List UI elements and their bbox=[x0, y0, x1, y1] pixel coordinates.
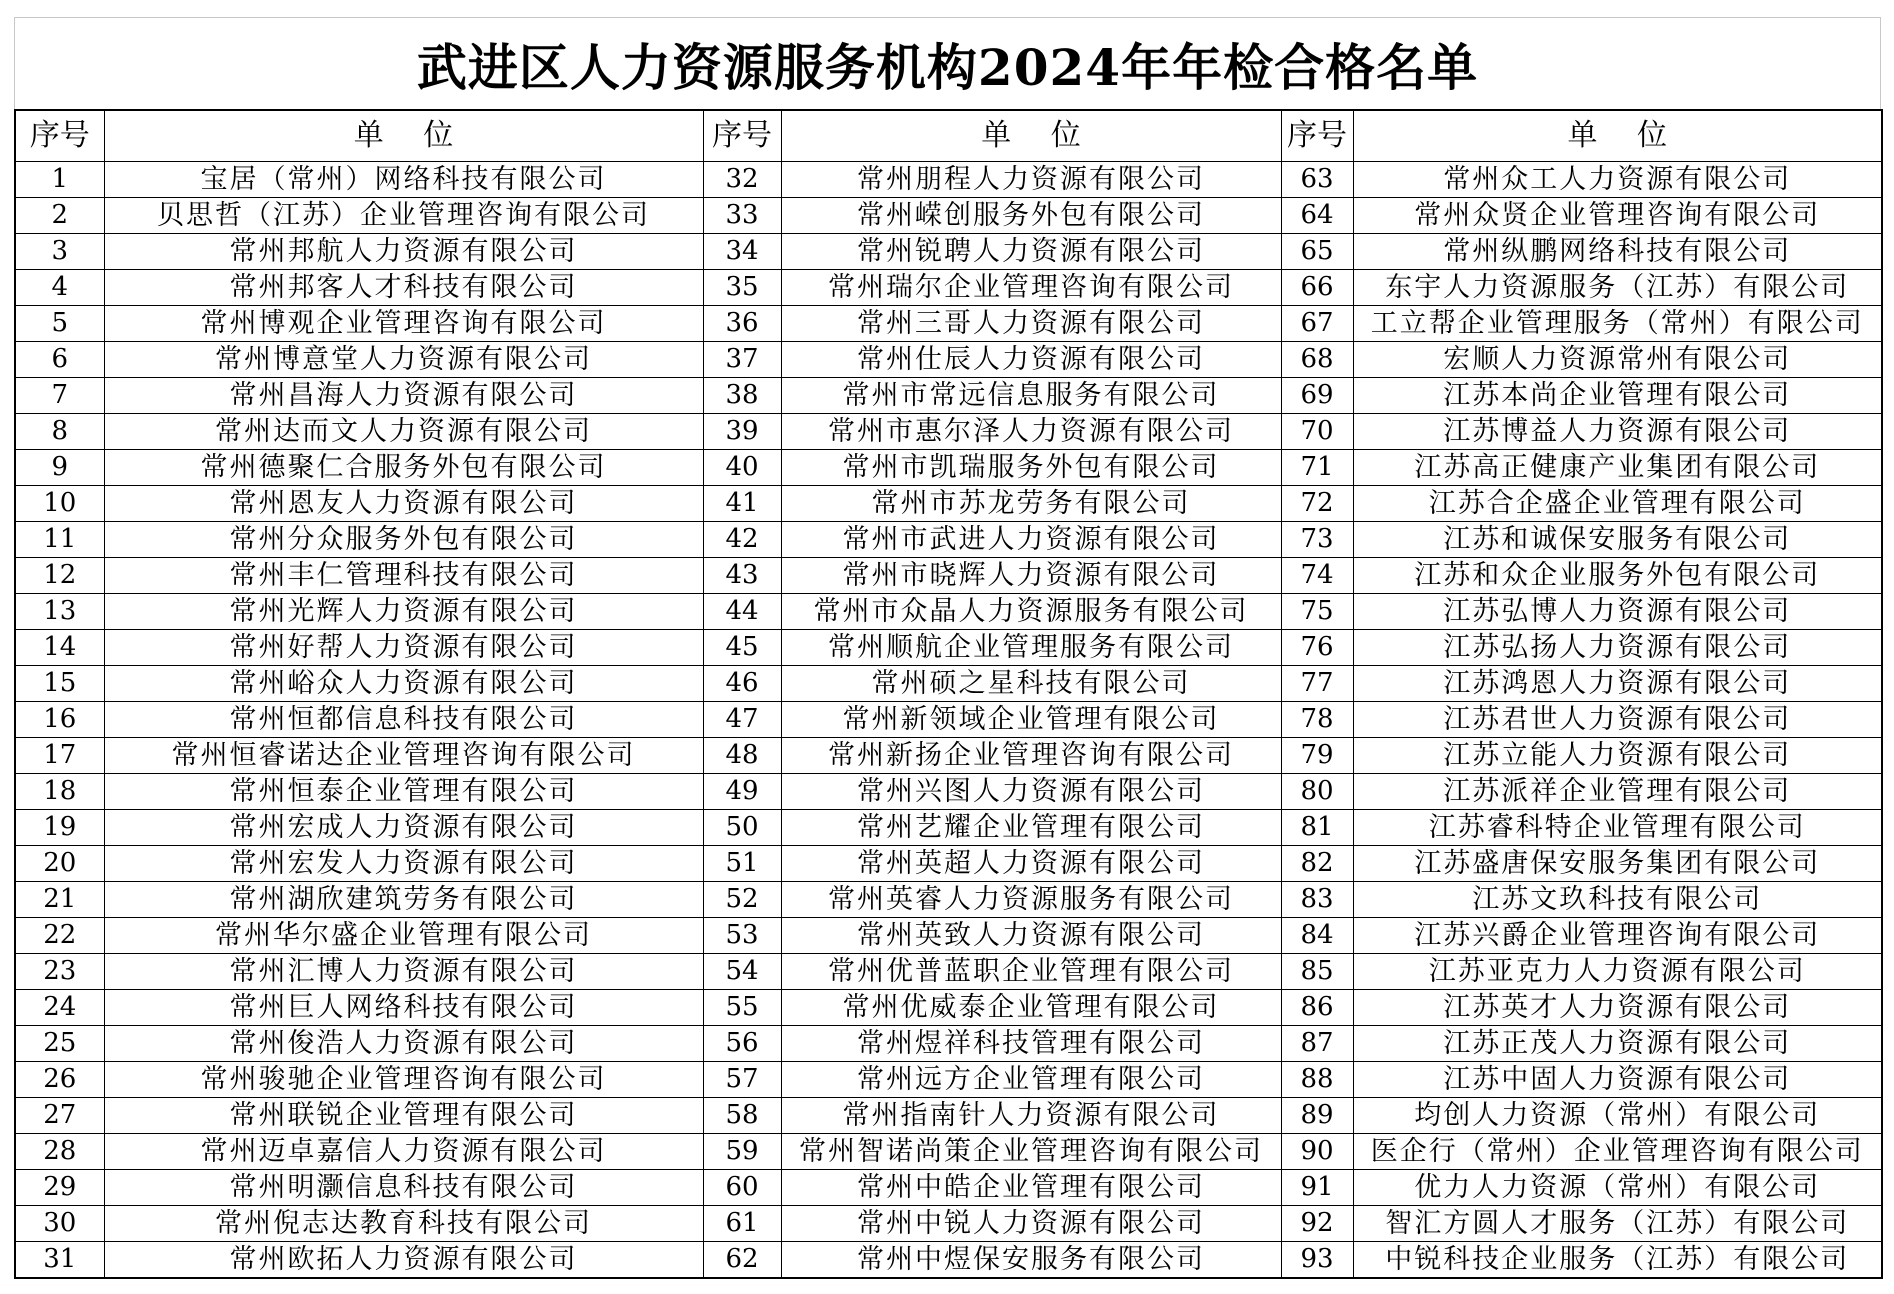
seq-cell: 1 bbox=[15, 162, 104, 198]
unit-cell: 常州三哥人力资源有限公司 bbox=[781, 306, 1281, 342]
table-row bbox=[15, 882, 1882, 918]
seq-cell: 39 bbox=[703, 414, 781, 450]
unit-cell: 常州博观企业管理咨询有限公司 bbox=[104, 306, 703, 342]
unit-cell: 常州分众服务外包有限公司 bbox=[104, 522, 703, 558]
unit-cell: 常州优威泰企业管理有限公司 bbox=[781, 990, 1281, 1026]
seq-cell: 88 bbox=[1281, 1062, 1353, 1098]
seq-cell: 4 bbox=[15, 270, 104, 306]
unit-cell: 均创人力资源（常州）有限公司 bbox=[1353, 1098, 1882, 1134]
seq-cell: 64 bbox=[1281, 198, 1353, 234]
seq-cell: 66 bbox=[1281, 270, 1353, 306]
table-row bbox=[15, 954, 1882, 990]
unit-cell: 常州好帮人力资源有限公司 bbox=[104, 630, 703, 666]
unit-cell: 江苏本尚企业管理有限公司 bbox=[1353, 378, 1882, 414]
seq-cell: 18 bbox=[15, 774, 104, 810]
seq-cell: 9 bbox=[15, 450, 104, 486]
seq-cell: 5 bbox=[15, 306, 104, 342]
header-seq: 序号 bbox=[703, 110, 781, 162]
seq-cell: 89 bbox=[1281, 1098, 1353, 1134]
unit-cell: 常州华尔盛企业管理有限公司 bbox=[104, 918, 703, 954]
seq-cell: 79 bbox=[1281, 738, 1353, 774]
unit-cell: 常州德聚仁合服务外包有限公司 bbox=[104, 450, 703, 486]
seq-cell: 24 bbox=[15, 990, 104, 1026]
unit-cell: 常州湖欣建筑劳务有限公司 bbox=[104, 882, 703, 918]
seq-cell: 81 bbox=[1281, 810, 1353, 846]
table-row bbox=[15, 990, 1882, 1026]
unit-cell: 常州艺耀企业管理有限公司 bbox=[781, 810, 1281, 846]
seq-cell: 85 bbox=[1281, 954, 1353, 990]
table-row bbox=[15, 918, 1882, 954]
seq-cell: 40 bbox=[703, 450, 781, 486]
seq-cell: 33 bbox=[703, 198, 781, 234]
seq-cell: 21 bbox=[15, 882, 104, 918]
seq-cell: 78 bbox=[1281, 702, 1353, 738]
table-row bbox=[15, 234, 1882, 270]
seq-cell: 23 bbox=[15, 954, 104, 990]
unit-cell: 江苏文玖科技有限公司 bbox=[1353, 882, 1882, 918]
unit-cell: 江苏正茂人力资源有限公司 bbox=[1353, 1026, 1882, 1062]
unit-cell: 常州中煜保安服务有限公司 bbox=[781, 1242, 1281, 1279]
seq-cell: 54 bbox=[703, 954, 781, 990]
seq-cell: 60 bbox=[703, 1170, 781, 1206]
seq-cell: 71 bbox=[1281, 450, 1353, 486]
table-row bbox=[15, 522, 1882, 558]
seq-cell: 58 bbox=[703, 1098, 781, 1134]
unit-cell: 常州巨人网络科技有限公司 bbox=[104, 990, 703, 1026]
table-row bbox=[15, 486, 1882, 522]
seq-cell: 74 bbox=[1281, 558, 1353, 594]
table-row bbox=[15, 666, 1882, 702]
header-unit: 单 位 bbox=[104, 110, 703, 162]
seq-cell: 14 bbox=[15, 630, 104, 666]
unit-cell: 常州中锐人力资源有限公司 bbox=[781, 1206, 1281, 1242]
unit-cell: 中锐科技企业服务（江苏）有限公司 bbox=[1353, 1242, 1882, 1279]
table-row bbox=[15, 738, 1882, 774]
seq-cell: 17 bbox=[15, 738, 104, 774]
seq-cell: 75 bbox=[1281, 594, 1353, 630]
seq-cell: 26 bbox=[15, 1062, 104, 1098]
seq-cell: 28 bbox=[15, 1134, 104, 1170]
table-row bbox=[15, 1242, 1882, 1279]
unit-cell: 常州嵘创服务外包有限公司 bbox=[781, 198, 1281, 234]
unit-cell: 常州恒都信息科技有限公司 bbox=[104, 702, 703, 738]
unit-cell: 常州倪志达教育科技有限公司 bbox=[104, 1206, 703, 1242]
table-row bbox=[15, 1062, 1882, 1098]
unit-cell: 优力人力资源（常州）有限公司 bbox=[1353, 1170, 1882, 1206]
seq-cell: 12 bbox=[15, 558, 104, 594]
unit-cell: 常州明灏信息科技有限公司 bbox=[104, 1170, 703, 1206]
unit-cell: 常州恩友人力资源有限公司 bbox=[104, 486, 703, 522]
seq-cell: 8 bbox=[15, 414, 104, 450]
seq-cell: 51 bbox=[703, 846, 781, 882]
seq-cell: 37 bbox=[703, 342, 781, 378]
table-row bbox=[15, 270, 1882, 306]
table-row bbox=[15, 558, 1882, 594]
seq-cell: 87 bbox=[1281, 1026, 1353, 1062]
unit-cell: 常州优普蓝职企业管理有限公司 bbox=[781, 954, 1281, 990]
unit-cell: 江苏君世人力资源有限公司 bbox=[1353, 702, 1882, 738]
table-row bbox=[15, 378, 1882, 414]
seq-cell: 52 bbox=[703, 882, 781, 918]
seq-cell: 29 bbox=[15, 1170, 104, 1206]
seq-cell: 38 bbox=[703, 378, 781, 414]
unit-cell: 江苏立能人力资源有限公司 bbox=[1353, 738, 1882, 774]
seq-cell: 47 bbox=[703, 702, 781, 738]
seq-cell: 84 bbox=[1281, 918, 1353, 954]
unit-cell: 医企行（常州）企业管理咨询有限公司 bbox=[1353, 1134, 1882, 1170]
unit-cell: 常州欧拓人力资源有限公司 bbox=[104, 1242, 703, 1279]
unit-cell: 常州俊浩人力资源有限公司 bbox=[104, 1026, 703, 1062]
seq-cell: 48 bbox=[703, 738, 781, 774]
unit-cell: 常州市苏龙劳务有限公司 bbox=[781, 486, 1281, 522]
seq-cell: 46 bbox=[703, 666, 781, 702]
table-row bbox=[15, 198, 1882, 234]
seq-cell: 41 bbox=[703, 486, 781, 522]
seq-cell: 19 bbox=[15, 810, 104, 846]
seq-cell: 6 bbox=[15, 342, 104, 378]
seq-cell: 15 bbox=[15, 666, 104, 702]
seq-cell: 10 bbox=[15, 486, 104, 522]
seq-cell: 42 bbox=[703, 522, 781, 558]
seq-cell: 82 bbox=[1281, 846, 1353, 882]
unit-cell: 常州市晓辉人力资源有限公司 bbox=[781, 558, 1281, 594]
seq-cell: 90 bbox=[1281, 1134, 1353, 1170]
unit-cell: 常州众工人力资源有限公司 bbox=[1353, 162, 1882, 198]
table-row bbox=[15, 846, 1882, 882]
unit-cell: 常州英睿人力资源服务有限公司 bbox=[781, 882, 1281, 918]
seq-cell: 27 bbox=[15, 1098, 104, 1134]
unit-cell: 常州邦客人才科技有限公司 bbox=[104, 270, 703, 306]
seq-cell: 22 bbox=[15, 918, 104, 954]
unit-cell: 常州汇博人力资源有限公司 bbox=[104, 954, 703, 990]
header-seq: 序号 bbox=[1281, 110, 1353, 162]
unit-cell: 常州众贤企业管理咨询有限公司 bbox=[1353, 198, 1882, 234]
seq-cell: 16 bbox=[15, 702, 104, 738]
unit-cell: 常州新扬企业管理咨询有限公司 bbox=[781, 738, 1281, 774]
seq-cell: 35 bbox=[703, 270, 781, 306]
seq-cell: 53 bbox=[703, 918, 781, 954]
seq-cell: 30 bbox=[15, 1206, 104, 1242]
seq-cell: 34 bbox=[703, 234, 781, 270]
unit-cell: 江苏中固人力资源有限公司 bbox=[1353, 1062, 1882, 1098]
unit-cell: 常州兴图人力资源有限公司 bbox=[781, 774, 1281, 810]
seq-cell: 2 bbox=[15, 198, 104, 234]
seq-cell: 80 bbox=[1281, 774, 1353, 810]
seq-cell: 92 bbox=[1281, 1206, 1353, 1242]
seq-cell: 25 bbox=[15, 1026, 104, 1062]
unit-cell: 常州锐聘人力资源有限公司 bbox=[781, 234, 1281, 270]
seq-cell: 61 bbox=[703, 1206, 781, 1242]
seq-cell: 63 bbox=[1281, 162, 1353, 198]
seq-cell: 44 bbox=[703, 594, 781, 630]
unit-cell: 宏顺人力资源常州有限公司 bbox=[1353, 342, 1882, 378]
unit-cell: 常州远方企业管理有限公司 bbox=[781, 1062, 1281, 1098]
unit-cell: 常州恒泰企业管理有限公司 bbox=[104, 774, 703, 810]
seq-cell: 77 bbox=[1281, 666, 1353, 702]
unit-cell: 常州中皓企业管理有限公司 bbox=[781, 1170, 1281, 1206]
seq-cell: 56 bbox=[703, 1026, 781, 1062]
unit-cell: 常州硕之星科技有限公司 bbox=[781, 666, 1281, 702]
seq-cell: 93 bbox=[1281, 1242, 1353, 1279]
unit-cell: 常州昌海人力资源有限公司 bbox=[104, 378, 703, 414]
seq-cell: 36 bbox=[703, 306, 781, 342]
unit-cell: 常州市惠尔泽人力资源有限公司 bbox=[781, 414, 1281, 450]
table-row bbox=[15, 342, 1882, 378]
unit-cell: 常州纵鹏网络科技有限公司 bbox=[1353, 234, 1882, 270]
unit-cell: 常州朋程人力资源有限公司 bbox=[781, 162, 1281, 198]
unit-cell: 常州市常远信息服务有限公司 bbox=[781, 378, 1281, 414]
unit-cell: 江苏弘扬人力资源有限公司 bbox=[1353, 630, 1882, 666]
unit-cell: 常州宏成人力资源有限公司 bbox=[104, 810, 703, 846]
unit-cell: 常州智诺尚策企业管理咨询有限公司 bbox=[781, 1134, 1281, 1170]
seq-cell: 31 bbox=[15, 1242, 104, 1279]
seq-cell: 65 bbox=[1281, 234, 1353, 270]
unit-cell: 江苏弘博人力资源有限公司 bbox=[1353, 594, 1882, 630]
table-row bbox=[15, 450, 1882, 486]
unit-cell: 常州市凯瑞服务外包有限公司 bbox=[781, 450, 1281, 486]
unit-cell: 智汇方圆人才服务（江苏）有限公司 bbox=[1353, 1206, 1882, 1242]
unit-cell: 常州顺航企业管理服务有限公司 bbox=[781, 630, 1281, 666]
unit-cell: 常州市武进人力资源有限公司 bbox=[781, 522, 1281, 558]
header-row bbox=[15, 110, 1882, 162]
seq-cell: 11 bbox=[15, 522, 104, 558]
table-row bbox=[15, 1134, 1882, 1170]
unit-cell: 江苏英才人力资源有限公司 bbox=[1353, 990, 1882, 1026]
seq-cell: 13 bbox=[15, 594, 104, 630]
unit-cell: 宝居（常州）网络科技有限公司 bbox=[104, 162, 703, 198]
page-title: 武进区人力资源服务机构2024年年检合格名单 bbox=[416, 37, 1479, 97]
seq-cell: 67 bbox=[1281, 306, 1353, 342]
header-unit: 单 位 bbox=[1353, 110, 1882, 162]
unit-cell: 江苏和诚保安服务有限公司 bbox=[1353, 522, 1882, 558]
unit-cell: 常州达而文人力资源有限公司 bbox=[104, 414, 703, 450]
unit-cell: 常州骏驰企业管理咨询有限公司 bbox=[104, 1062, 703, 1098]
seq-cell: 62 bbox=[703, 1242, 781, 1279]
table-row bbox=[15, 702, 1882, 738]
unit-cell: 常州煜祥科技管理有限公司 bbox=[781, 1026, 1281, 1062]
unit-cell: 工立帮企业管理服务（常州）有限公司 bbox=[1353, 306, 1882, 342]
seq-cell: 72 bbox=[1281, 486, 1353, 522]
unit-cell: 常州仕辰人力资源有限公司 bbox=[781, 342, 1281, 378]
seq-cell: 68 bbox=[1281, 342, 1353, 378]
unit-cell: 江苏和众企业服务外包有限公司 bbox=[1353, 558, 1882, 594]
seq-cell: 3 bbox=[15, 234, 104, 270]
unit-cell: 常州瑞尔企业管理咨询有限公司 bbox=[781, 270, 1281, 306]
unit-cell: 东宇人力资源服务（江苏）有限公司 bbox=[1353, 270, 1882, 306]
unit-cell: 江苏博益人力资源有限公司 bbox=[1353, 414, 1882, 450]
document-sheet bbox=[14, 17, 1881, 1279]
table-row bbox=[15, 774, 1882, 810]
seq-cell: 49 bbox=[703, 774, 781, 810]
table-row bbox=[15, 594, 1882, 630]
unit-cell: 常州恒睿诺达企业管理咨询有限公司 bbox=[104, 738, 703, 774]
unit-cell: 常州市众晶人力资源服务有限公司 bbox=[781, 594, 1281, 630]
company-table bbox=[14, 109, 1883, 1279]
unit-cell: 常州光辉人力资源有限公司 bbox=[104, 594, 703, 630]
seq-cell: 43 bbox=[703, 558, 781, 594]
table-row bbox=[15, 1026, 1882, 1062]
table-row bbox=[15, 1170, 1882, 1206]
unit-cell: 常州新领域企业管理有限公司 bbox=[781, 702, 1281, 738]
table-row bbox=[15, 306, 1882, 342]
table-row bbox=[15, 1098, 1882, 1134]
unit-cell: 江苏亚克力人力资源有限公司 bbox=[1353, 954, 1882, 990]
unit-cell: 江苏合企盛企业管理有限公司 bbox=[1353, 486, 1882, 522]
unit-cell: 常州英致人力资源有限公司 bbox=[781, 918, 1281, 954]
table-row bbox=[15, 630, 1882, 666]
table-row bbox=[15, 414, 1882, 450]
table-row bbox=[15, 162, 1882, 198]
seq-cell: 32 bbox=[703, 162, 781, 198]
unit-cell: 江苏派祥企业管理有限公司 bbox=[1353, 774, 1882, 810]
seq-cell: 57 bbox=[703, 1062, 781, 1098]
seq-cell: 7 bbox=[15, 378, 104, 414]
header-unit: 单 位 bbox=[781, 110, 1281, 162]
seq-cell: 69 bbox=[1281, 378, 1353, 414]
seq-cell: 50 bbox=[703, 810, 781, 846]
unit-cell: 江苏鸿恩人力资源有限公司 bbox=[1353, 666, 1882, 702]
unit-cell: 常州迈卓嘉信人力资源有限公司 bbox=[104, 1134, 703, 1170]
unit-cell: 江苏兴爵企业管理咨询有限公司 bbox=[1353, 918, 1882, 954]
seq-cell: 86 bbox=[1281, 990, 1353, 1026]
title-box bbox=[14, 17, 1881, 109]
seq-cell: 20 bbox=[15, 846, 104, 882]
table-row bbox=[15, 1206, 1882, 1242]
unit-cell: 常州宏发人力资源有限公司 bbox=[104, 846, 703, 882]
seq-cell: 91 bbox=[1281, 1170, 1353, 1206]
unit-cell: 常州联锐企业管理有限公司 bbox=[104, 1098, 703, 1134]
seq-cell: 73 bbox=[1281, 522, 1353, 558]
seq-cell: 45 bbox=[703, 630, 781, 666]
table-row bbox=[15, 810, 1882, 846]
unit-cell: 常州丰仁管理科技有限公司 bbox=[104, 558, 703, 594]
unit-cell: 常州峪众人力资源有限公司 bbox=[104, 666, 703, 702]
header-seq: 序号 bbox=[15, 110, 104, 162]
unit-cell: 江苏盛唐保安服务集团有限公司 bbox=[1353, 846, 1882, 882]
unit-cell: 常州邦航人力资源有限公司 bbox=[104, 234, 703, 270]
unit-cell: 贝思哲（江苏）企业管理咨询有限公司 bbox=[104, 198, 703, 234]
seq-cell: 76 bbox=[1281, 630, 1353, 666]
unit-cell: 常州博意堂人力资源有限公司 bbox=[104, 342, 703, 378]
seq-cell: 70 bbox=[1281, 414, 1353, 450]
seq-cell: 83 bbox=[1281, 882, 1353, 918]
unit-cell: 常州指南针人力资源有限公司 bbox=[781, 1098, 1281, 1134]
unit-cell: 常州英超人力资源有限公司 bbox=[781, 846, 1281, 882]
seq-cell: 55 bbox=[703, 990, 781, 1026]
unit-cell: 江苏睿科特企业管理有限公司 bbox=[1353, 810, 1882, 846]
unit-cell: 江苏高正健康产业集团有限公司 bbox=[1353, 450, 1882, 486]
seq-cell: 59 bbox=[703, 1134, 781, 1170]
